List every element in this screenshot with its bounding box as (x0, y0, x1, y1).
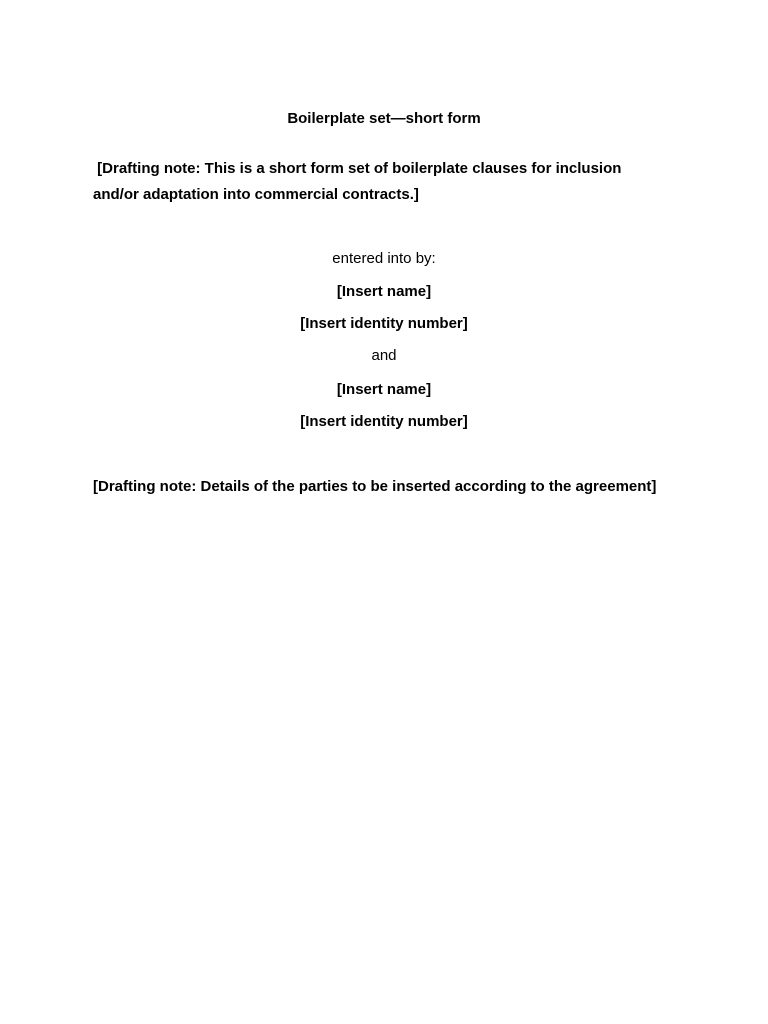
document-title: Boilerplate set—short form (287, 110, 481, 127)
and-text: and (371, 347, 397, 364)
party-2-identity-number: [Insert identity number] (300, 413, 468, 430)
drafting-note-intro-line-2: and/or adaptation into commercial contracts.] (93, 186, 419, 203)
party-2-name: [Insert name] (336, 381, 432, 398)
drafting-note-intro-line-1: [Drafting note: This is a short form set of boilerplate clauses for inclusion (93, 160, 622, 177)
drafting-note-parties: [Drafting note: Details of the parties to be inserted according to the agreement] (93, 478, 657, 495)
entered-into-by-text: entered into by: (332, 250, 436, 267)
party-1-identity-number: [Insert identity number] (300, 315, 468, 332)
party-1-name: [Insert name] (336, 283, 432, 300)
